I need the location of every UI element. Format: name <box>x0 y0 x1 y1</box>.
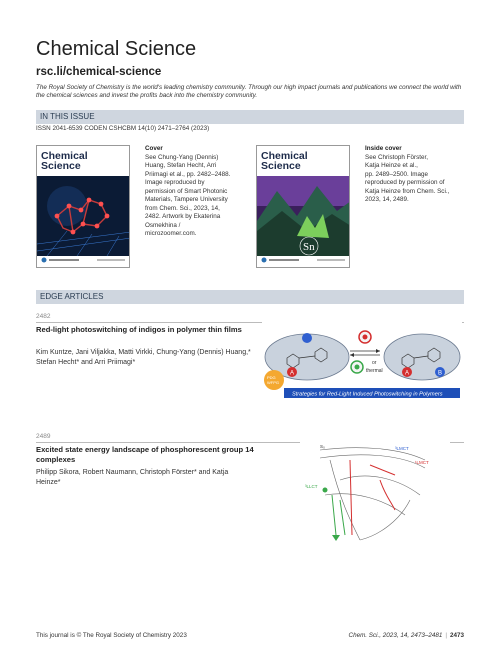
label-s0: S₀ <box>320 444 325 449</box>
article-1-graphic <box>262 322 462 408</box>
cover-footer-strip <box>41 257 127 263</box>
cover-artwork <box>37 176 130 256</box>
cover-2-caption: Inside cover See Christoph Förster, Katja Heinze et al., pp. 2489–2500. Image reproduced by permission of Katja Heinze from Chem. Sci., 2023, 14, 2489. <box>365 145 450 203</box>
cover-artwork <box>257 176 350 256</box>
journal-title: Chemical Science <box>36 38 197 60</box>
footer-citation: Chem. Sci., 2023, 14, 2473–2481 | 2473 <box>348 632 464 639</box>
journal-intro: The Royal Society of Chemistry is the world's leading chemistry community. Through our high impact journals and publications we connect the world with the chemical sciences and invest the profits back into the chemistry community. <box>36 84 462 100</box>
svg-text:WFPG: WFPG <box>267 380 279 385</box>
label-llct: ³LLCT <box>305 484 318 489</box>
article-page-number: 2489 <box>36 433 51 440</box>
in-this-issue-bar: IN THIS ISSUE <box>36 110 464 124</box>
edge-articles-bar: EDGE ARTICLES <box>36 290 464 304</box>
article-authors: Philipp Sikora, Robert Naumann, Christoph Förster* and Katja Heinze* <box>36 469 229 486</box>
label-a-right: A <box>405 370 410 377</box>
thermal-label: thermal <box>366 368 383 374</box>
article-title[interactable]: Red-light photoswitching of indigos in polymer thin films <box>36 325 242 334</box>
cover-masthead: Chemical Science <box>261 150 308 172</box>
or-label: or <box>372 360 377 366</box>
cover-masthead: Chemical Science <box>41 150 88 172</box>
article-title[interactable]: Excited state energy landscape of phosphorescent group 14 complexes <box>36 445 254 464</box>
cover-image-1[interactable] <box>36 145 130 268</box>
issn-line: ISSN 2041-6539 CODEN CSHCBM 14(10) 2471–2764 (2023) <box>36 125 210 132</box>
citation-text: Chem. Sci., 2023, 14, 2473–2481 <box>348 632 443 639</box>
svg-text:PDG: PDG <box>267 375 276 380</box>
label-lmct1: ¹LMCT <box>415 460 429 465</box>
journal-url[interactable]: rsc.li/chemical-science <box>36 66 162 78</box>
article-authors: Kim Kuntze, Jani Viljakka, Matti Virkki, Chung-Yang (Dennis) Huang,* Stefan Hecht* and Arri Priimagi* <box>36 349 251 366</box>
footer-copyright: This journal is © The Royal Society of Chemistry 2023 <box>36 632 187 639</box>
page-number: 2473 <box>449 632 464 639</box>
svg-text:Sn: Sn <box>303 241 315 253</box>
article-2-graphic <box>300 440 450 550</box>
cover-footer-strip <box>261 257 347 263</box>
label-b: B <box>438 370 443 377</box>
graphic-caption: Strategies for Red-Light Induced Photoswitching in Polymers <box>292 391 443 398</box>
cover-image-2[interactable] <box>256 145 350 268</box>
article-page-number: 2482 <box>36 313 51 320</box>
label-lmct3: ³LMCT <box>395 446 409 451</box>
cover-1-caption: Cover See Chung-Yang (Dennis) Huang, Stefan Hecht, Arri Priimagi et al., pp. 2482–2488. Image reproduced by permission of Smart Photonic Materials, Tampere University from Chem. Sci., 2023, 14, 2482. Artwork by Ekaterina Osmekhina / microzoomer.com. <box>145 145 231 237</box>
label-a: A <box>290 370 295 377</box>
